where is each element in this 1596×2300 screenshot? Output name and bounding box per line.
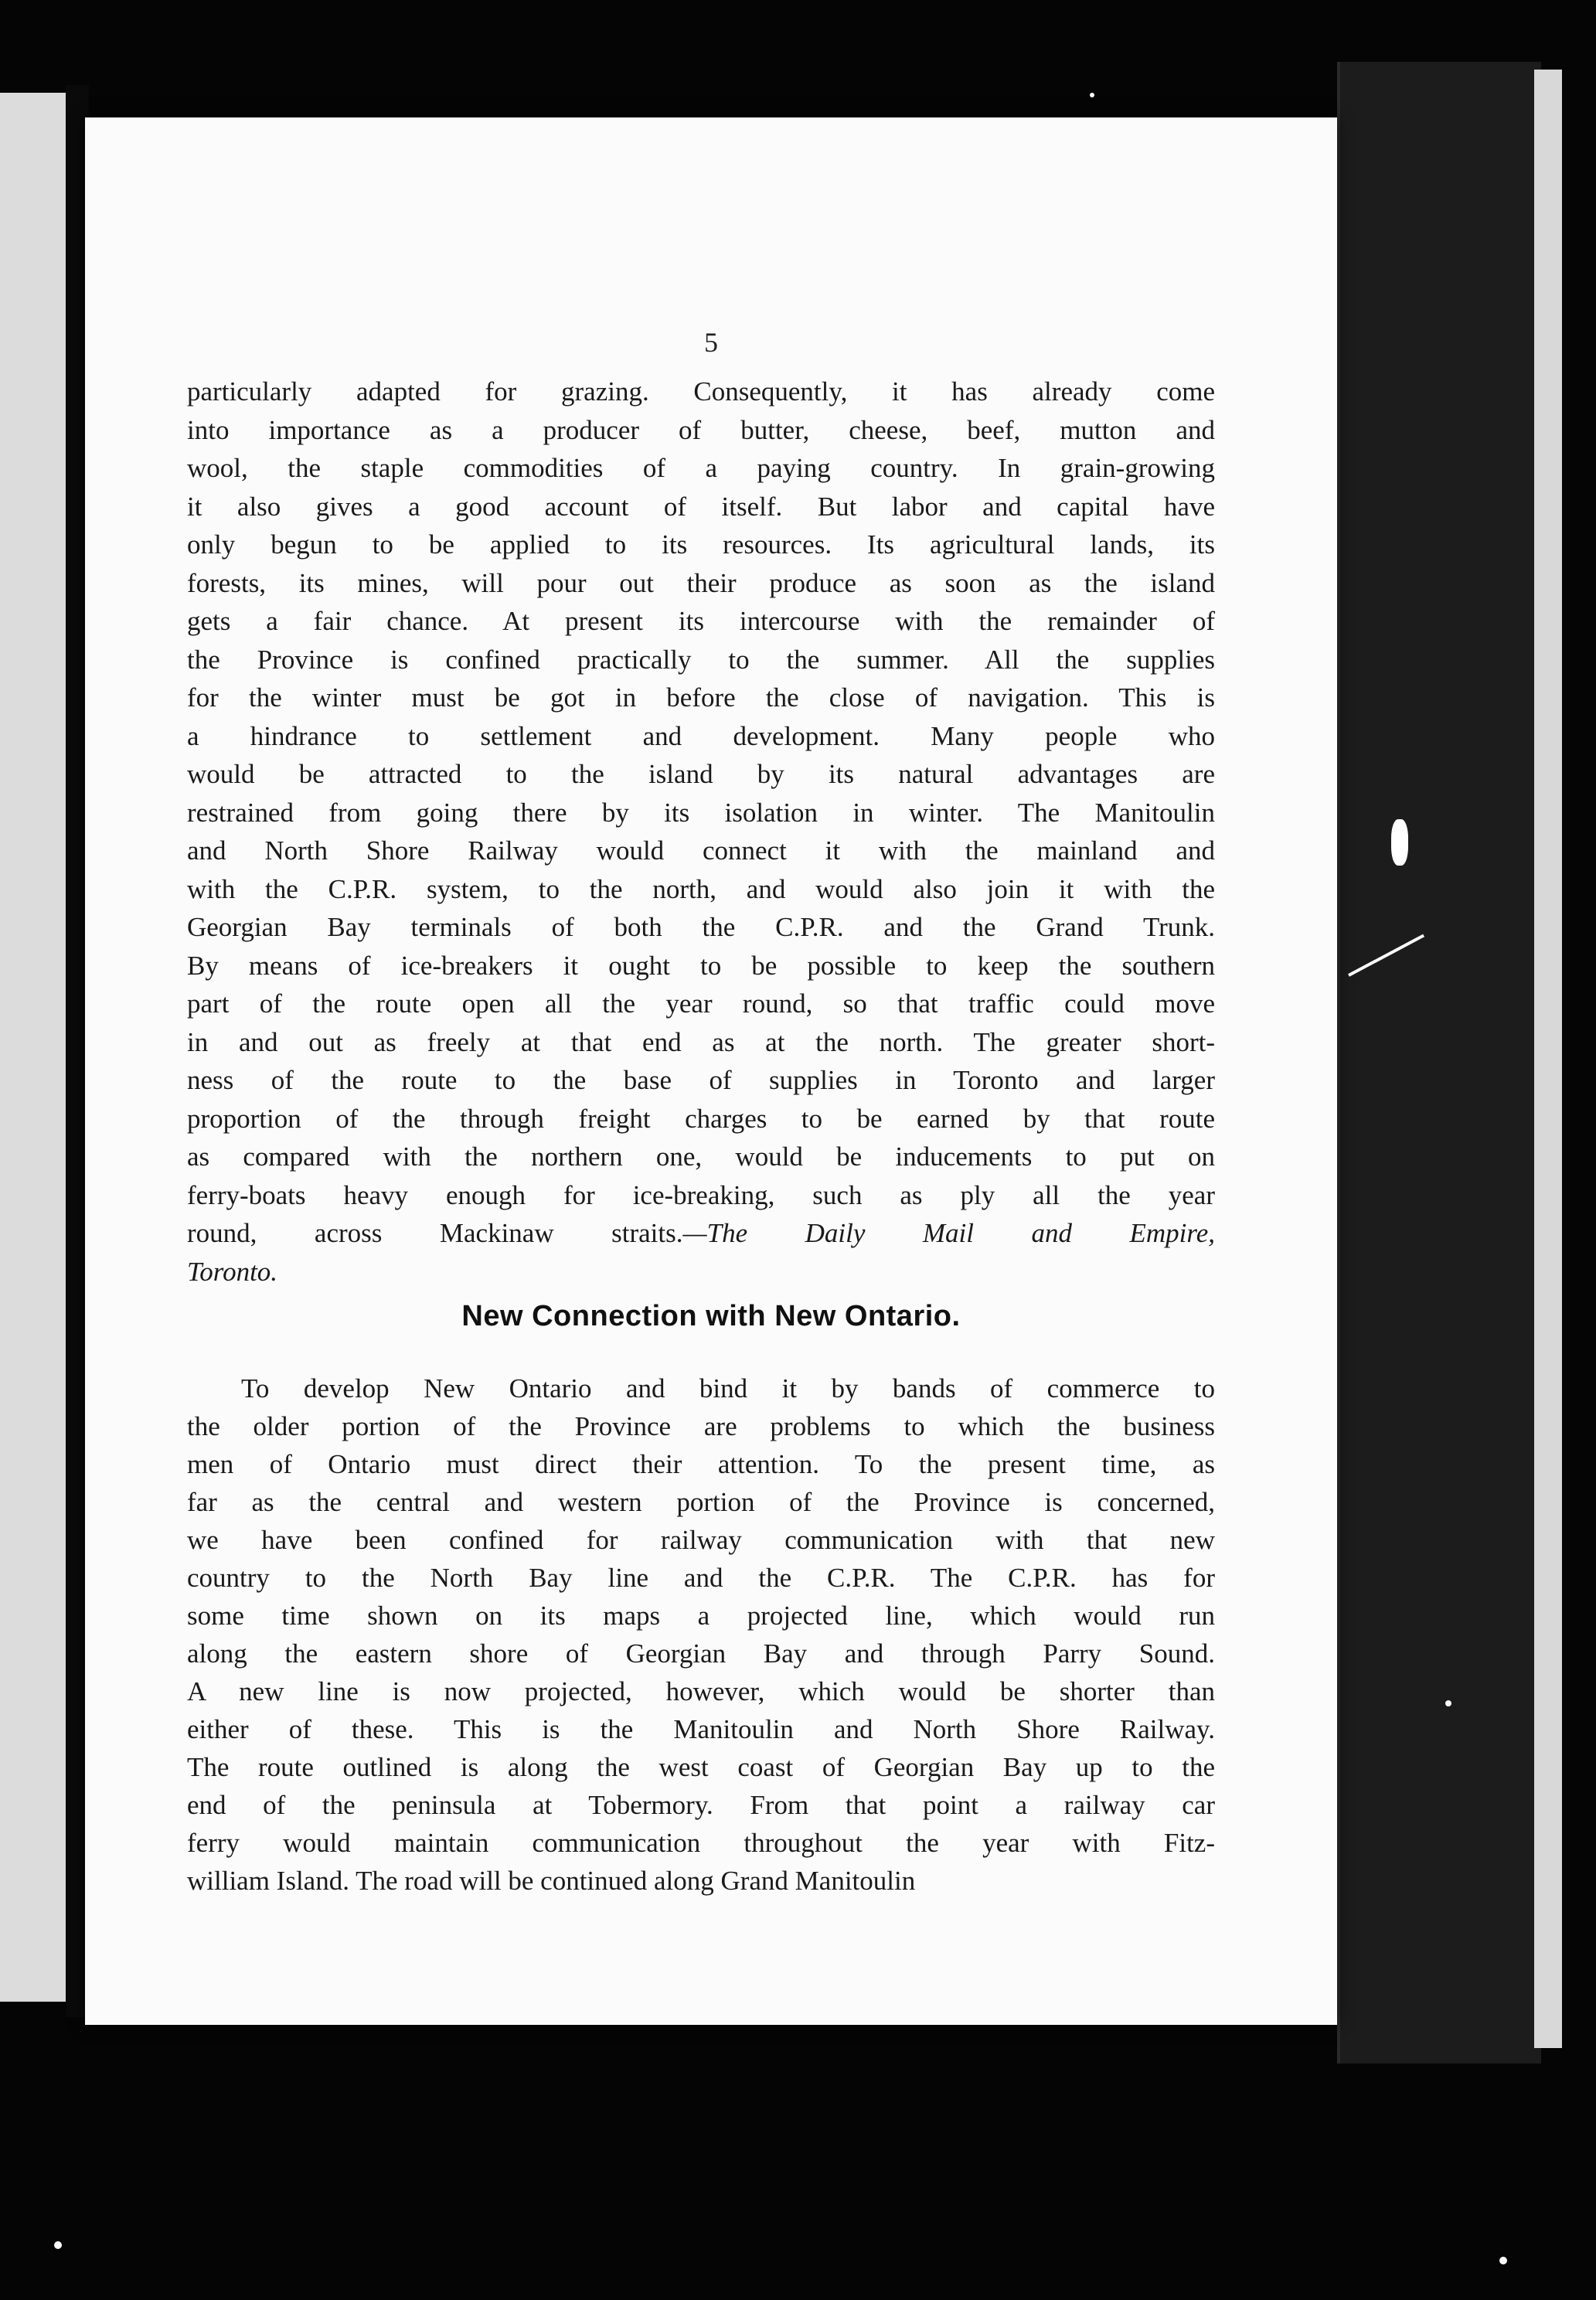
text-line: for the winter must be got in before the close of navigation. This is (187, 682, 1215, 713)
paragraph-1 (187, 373, 1215, 1291)
text-segment: round, across Mackinaw straits. (187, 1218, 683, 1248)
text-line: and North Shore Railway would connect it with the mainland and (187, 835, 1215, 866)
text-line: The route outlined is along the west coast of Georgian Bay up to the (187, 1752, 1215, 1782)
backing-board (1337, 62, 1541, 2064)
citation-city: Toronto. (187, 1256, 278, 1287)
text-line: forests, its mines, will pour out their produce as soon as the island (187, 567, 1215, 598)
text-line: far as the central and western portion of the Province is concerned, (187, 1487, 1215, 1517)
text-line: part of the route open all the year round, so that traffic could move (187, 988, 1215, 1019)
text-line: By means of ice-breakers it ought to be possible to keep the southern (187, 950, 1215, 981)
text-line: a hindrance to settlement and development. Many people who (187, 720, 1215, 751)
section-heading: New Connection with New Ontario. (461, 1300, 961, 1332)
text-line: gets a fair chance. At present its intercourse with the remainder of (187, 606, 1215, 636)
text-line: the older portion of the Province are problems to which the business (187, 1411, 1215, 1441)
text-line: ness of the route to the base of supplies in Toronto and larger (187, 1065, 1215, 1095)
text-line: restrained from going there by its isolation in winter. The Manitoulin (187, 797, 1215, 828)
text-line: the Province is confined practically to the summer. All the supplies (187, 644, 1215, 675)
text-line: along the eastern shore of Georgian Bay and through Parry Sound. (187, 1638, 1215, 1669)
text-line: in and out as freely at that end as at the north. The greater short- (187, 1026, 1215, 1057)
text-line: ferry would maintain communication throughout the year with Fitz- (187, 1828, 1215, 1858)
text-line-with-citation (187, 1214, 1215, 1253)
text-line: with the C.P.R. system, to the north, and would also join it with the (187, 873, 1215, 904)
document-page (85, 117, 1337, 2025)
text-line: Georgian Bay terminals of both the C.P.R. and the Grand Trunk. (187, 912, 1215, 942)
scan-speck (1391, 819, 1408, 866)
text-line: as compared with the northern one, would be inducements to put on (187, 1141, 1215, 1172)
text-line: into importance as a producer of butter, cheese, beef, mutton and (187, 414, 1215, 445)
text-line: particularly adapted for grazing. Consequently, it has already come (187, 376, 1215, 407)
text-line: A new line is now projected, however, which would be shorter than (187, 1676, 1215, 1706)
backing-board-edge (1534, 70, 1562, 2048)
text-line: wool, the staple commodities of a paying country. In grain-growing (187, 453, 1215, 483)
text-line: ferry-boats heavy enough for ice-breaking, such as ply all the year (187, 1179, 1215, 1210)
text-line: end of the peninsula at Tobermory. From that point a railway car (187, 1790, 1215, 1820)
text-line: william Island. The road will be continued along Grand Manitoulin (187, 1866, 916, 1896)
text-line: proportion of the through freight charges to be earned by that route (187, 1103, 1215, 1134)
citation-source: —The Daily Mail and Empire, (682, 1218, 1215, 1248)
scan-speck (1445, 1700, 1451, 1706)
scan-speck (54, 2241, 62, 2249)
text-line: men of Ontario must direct their attention. To the present time, as (187, 1449, 1215, 1479)
text-line: we have been confined for railway communication with that new (187, 1525, 1215, 1555)
page-number: 5 (704, 327, 718, 358)
text-line: To develop New Ontario and bind it by bands of commerce to (241, 1373, 1215, 1403)
text-line: country to the North Bay line and the C.P.R. The C.P.R. has for (187, 1563, 1215, 1593)
scan-speck (1090, 93, 1094, 97)
scan-speck (1499, 2257, 1507, 2264)
text-line: it also gives a good account of itself. But labor and capital have (187, 491, 1215, 522)
paragraph-2 (187, 1369, 1215, 1900)
adjacent-page-edge (0, 93, 70, 2002)
text-line: only begun to be applied to its resources. Its agricultural lands, its (187, 529, 1215, 560)
text-line: would be attracted to the island by its natural advantages are (187, 759, 1215, 789)
text-line: either of these. This is the Manitoulin and North Shore Railway. (187, 1714, 1215, 1744)
text-line: some time shown on its maps a projected line, which would run (187, 1601, 1215, 1631)
